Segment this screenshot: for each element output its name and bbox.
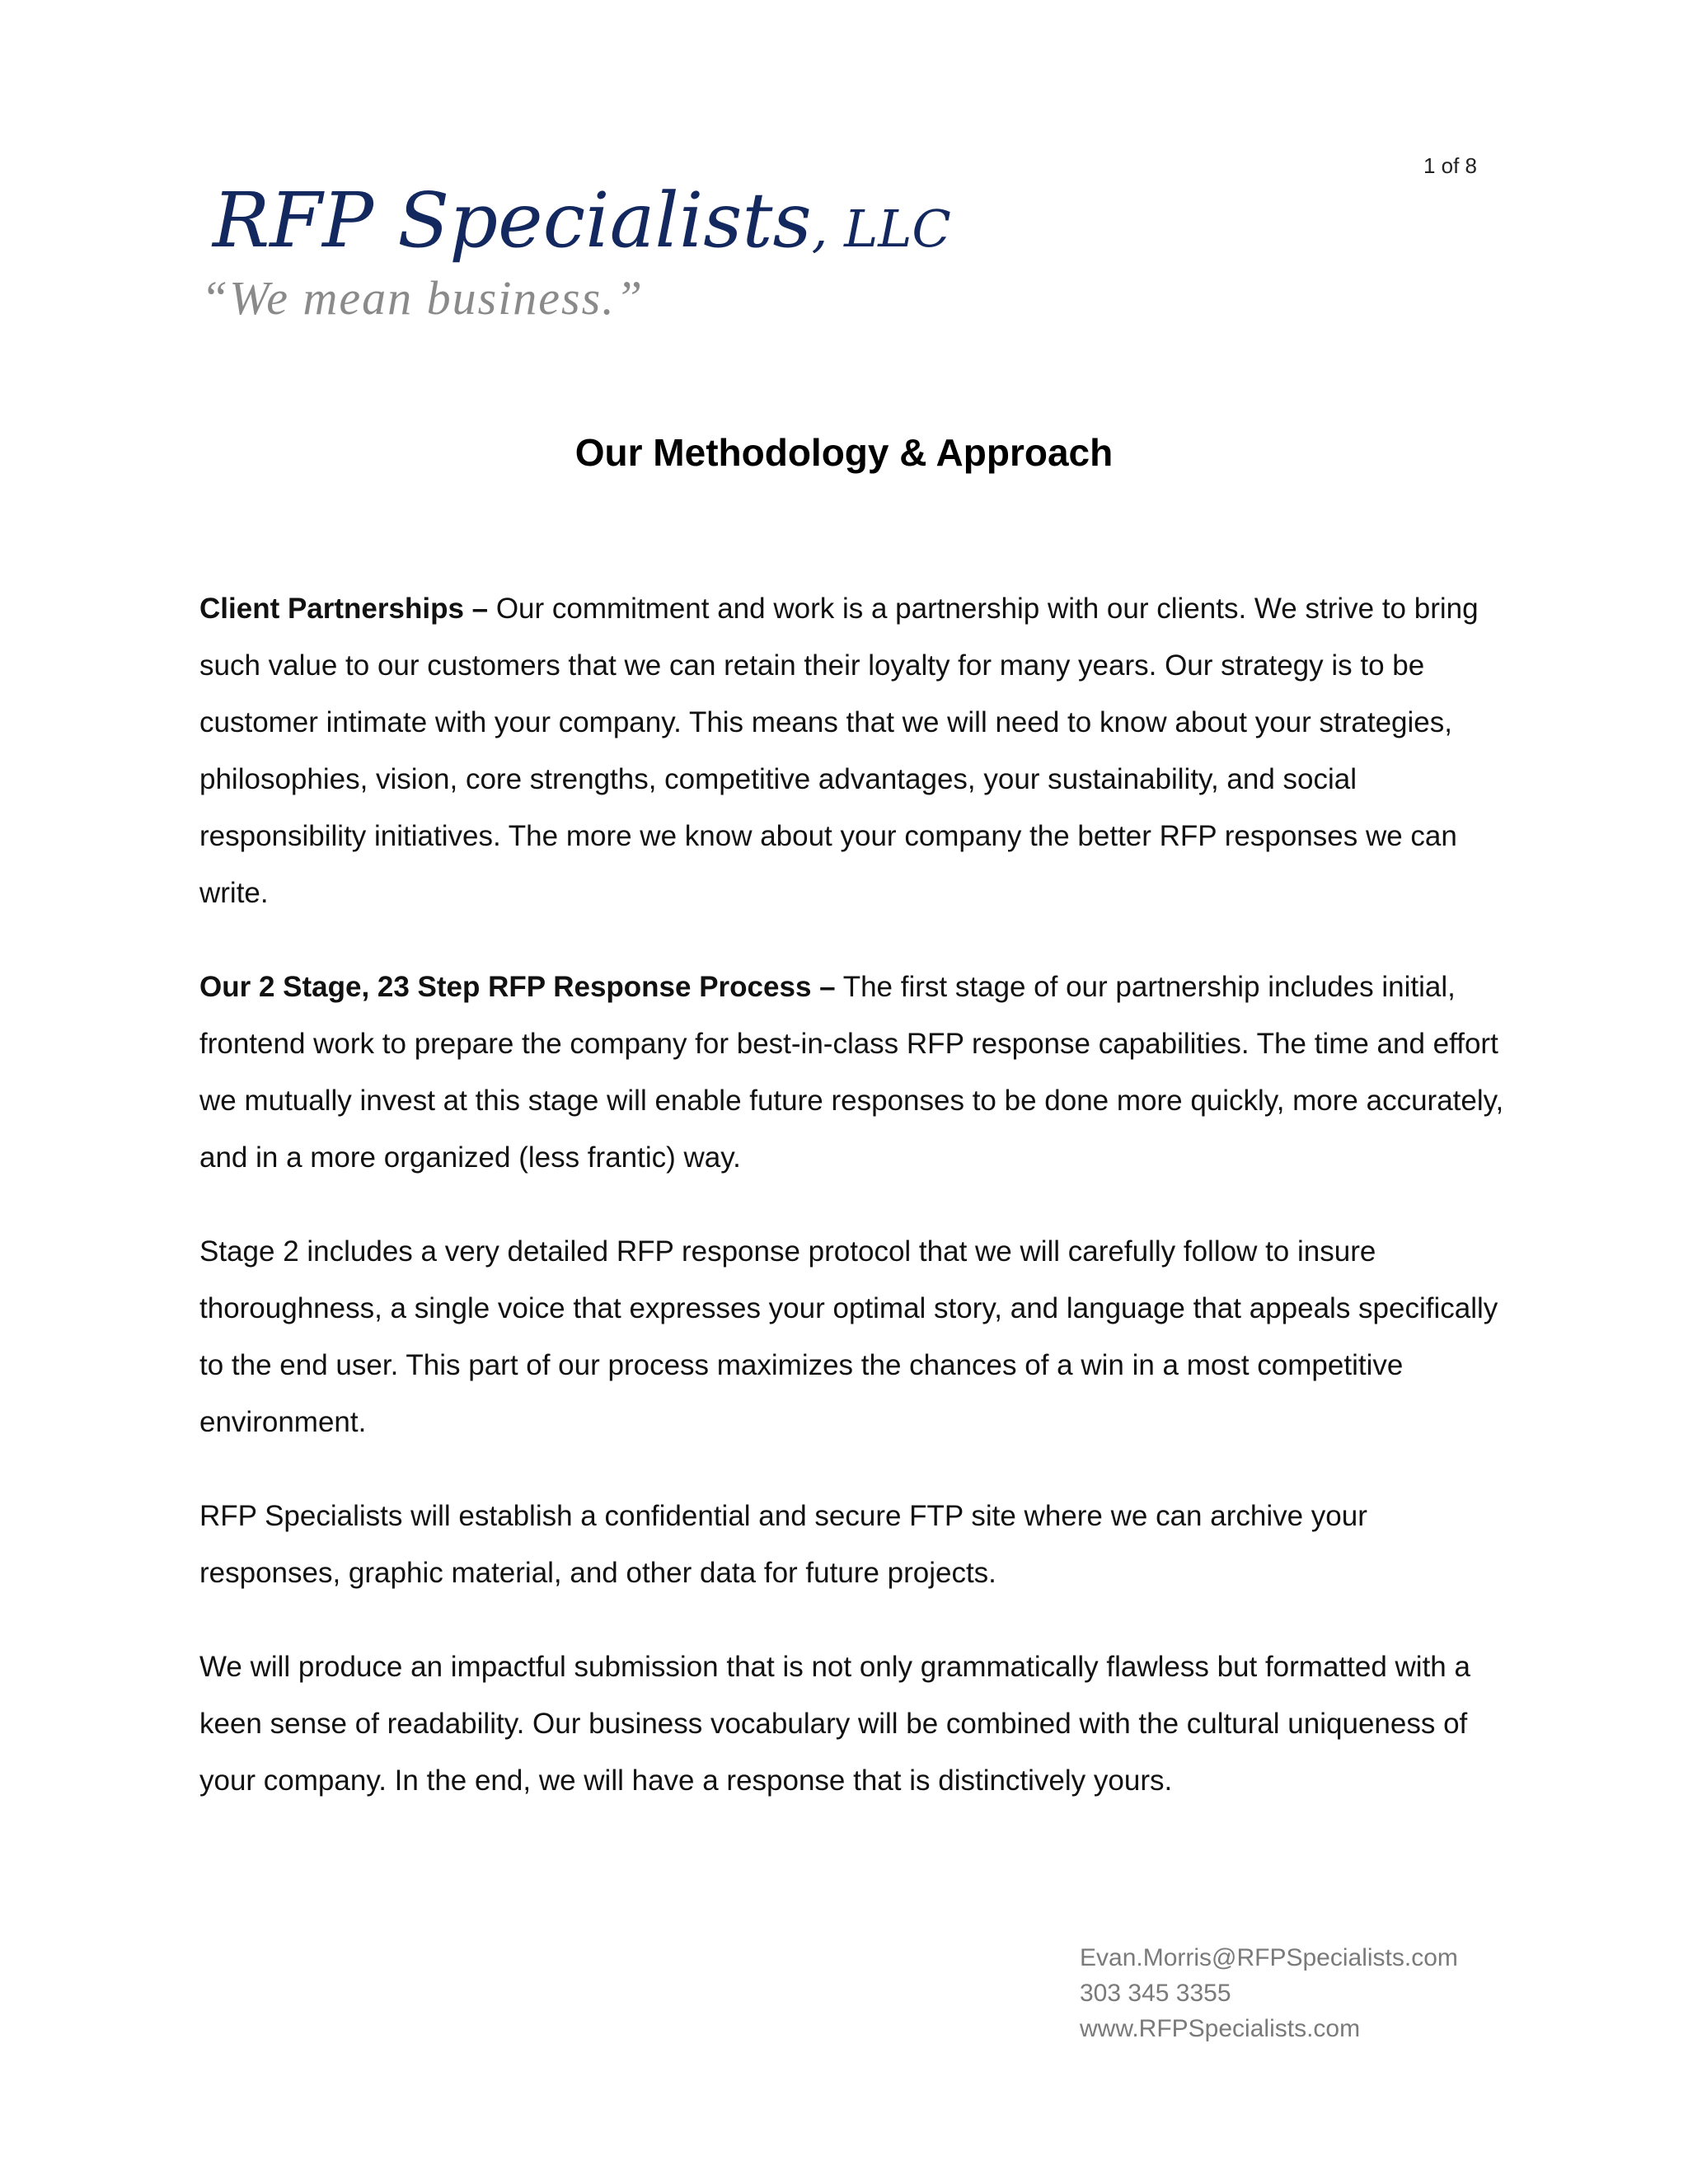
paragraph-text: RFP Specialists will establish a confidential and secure FTP site where we can archive your responses, graphic material, and other data for future projects.: [199, 1500, 1367, 1589]
company-name-main: RFP Specialists: [213, 176, 812, 265]
company-name: [213, 176, 951, 265]
paragraph-heading: Our 2 Stage, 23 Step RFP Response Process –: [199, 971, 836, 1003]
document-body: [199, 580, 1510, 1846]
page-number: 1 of 8: [1423, 153, 1477, 178]
contact-block: [1080, 1940, 1458, 2046]
paragraph-submission: [199, 1638, 1510, 1809]
paragraph-heading: Client Partnerships –: [199, 593, 489, 625]
contact-website: www.RFPSpecialists.com: [1080, 2015, 1361, 2042]
document-title: Our Methodology & Approach: [574, 431, 1114, 474]
letterhead: [201, 176, 951, 326]
paragraph-ftp-site: [199, 1488, 1510, 1601]
contact-email: Evan.Morris@RFPSpecialists.com: [1080, 1944, 1458, 1971]
paragraph-stage-2: [199, 1223, 1510, 1451]
paragraph-text: We will produce an impactful submission that is not only grammatically flawless but formatted with a keen sense of readability. Our business vocabulary will be combined with the cultural uniqueness of your company. In the end, we will have a response that is distinctively yours.: [199, 1651, 1470, 1797]
company-tagline: “We mean business.”: [201, 271, 644, 325]
paragraph-text: The first stage of our partnership includes initial, frontend work to prepare the company for best-in-class RFP response capabilities. The time and effort we mutually invest at this stage will enable future responses to be done more quickly, more accurately, and in a more organized (less frantic) way.: [199, 971, 1504, 1174]
company-name-suffix: , LLC: [811, 199, 951, 259]
paragraph-client-partnerships: [199, 580, 1510, 921]
paragraph-text: Stage 2 includes a very detailed RFP response protocol that we will carefully follow to insure thoroughness, a single voice that expresses your optimal story, and language that appeals specifically to the end user. This part of our process maximizes the chances of a win in a most competitive environment.: [199, 1235, 1498, 1438]
paragraph-text: Our commitment and work is a partnership with our clients. We strive to bring such value to our customers that we can retain their loyalty for many years. Our strategy is to be customer intimate with your company. This means that we will need to know about your strategies, philosophies, vision, core strengths, competitive advantages, your sustainability, and social responsibility initiatives. The more we know about your company the better RFP responses we can write.: [199, 593, 1479, 909]
contact-phone: 303 345 3355: [1080, 1980, 1231, 2007]
paragraph-response-process: [199, 958, 1510, 1186]
